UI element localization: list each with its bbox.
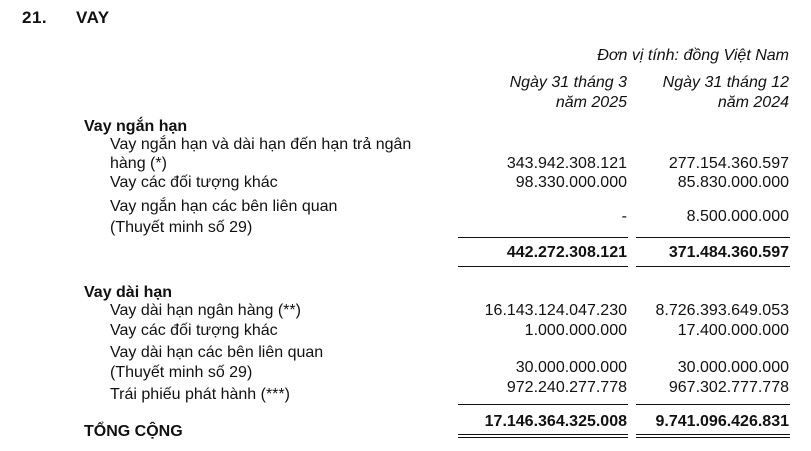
total-rule-bottom-double (636, 437, 790, 438)
row-label: Vay các đối tượng khác (110, 174, 278, 191)
long-term-heading: Vay dài hạn (84, 284, 173, 301)
row-label: Vay các đối tượng khác (110, 322, 278, 339)
total-rule-top (458, 404, 628, 405)
value-2024: 17.400.000.000 (677, 322, 789, 339)
subtotal-rule-bottom (636, 266, 790, 267)
value-2025: 343.942.308.121 (506, 155, 627, 172)
total-rule-bottom (458, 434, 628, 435)
row-label: Vay dài hạn các bên liên quan (110, 344, 324, 361)
total-2024: 9.741.096.426.831 (655, 413, 789, 430)
value-2024: 277.154.360.597 (668, 155, 789, 172)
value-2025: 30.000.000.000 (515, 359, 627, 376)
column-header-line: Ngày 31 tháng 12 (662, 74, 789, 91)
total-label: TỔNG CỘNG (84, 423, 183, 440)
subtotal-rule-top (636, 237, 790, 238)
row-label: (Thuyết minh số 29) (110, 364, 253, 381)
column-header-line: năm 2025 (555, 94, 627, 111)
row-label: Vay dài hạn ngân hàng (**) (110, 302, 301, 319)
value-2025: 972.240.277.778 (506, 379, 627, 396)
value-2024: 8.500.000.000 (686, 208, 789, 225)
section-title: VAY (76, 8, 110, 27)
column-header-2025 (510, 73, 627, 113)
value-2024: 967.302.777.778 (668, 379, 789, 396)
subtotal-2024: 371.484.360.597 (668, 244, 789, 261)
value-2024: 8.726.393.649.053 (655, 302, 789, 319)
subtotal-2025: 442.272.308.121 (506, 244, 627, 261)
row-label: hàng (*) (110, 155, 167, 172)
value-2024: 30.000.000.000 (677, 359, 789, 376)
total-rule-bottom-double (458, 437, 628, 438)
column-header-line: năm 2024 (717, 94, 789, 111)
row-label: Vay ngắn hạn và dài hạn đến hạn trả ngân (110, 136, 412, 153)
value-2025: 1.000.000.000 (524, 322, 627, 339)
section-number: 21. (22, 8, 48, 27)
short-term-heading: Vay ngắn hạn (84, 118, 188, 135)
total-rule-bottom (636, 434, 790, 435)
row-label: Vay ngắn hạn các bên liên quan (110, 198, 338, 215)
value-2025: 16.143.124.047.230 (484, 302, 627, 319)
value-2025: - (621, 208, 627, 225)
total-2025: 17.146.364.325.008 (484, 413, 627, 430)
unit-note: Đơn vị tính: đồng Việt Nam (597, 47, 789, 64)
row-label: Trái phiếu phát hành (***) (110, 386, 290, 403)
total-rule-top (636, 404, 790, 405)
subtotal-rule-top (458, 237, 628, 238)
value-2024: 85.830.000.000 (677, 174, 789, 191)
subtotal-rule-bottom (458, 266, 628, 267)
column-header-2024 (663, 73, 789, 113)
value-2025: 98.330.000.000 (515, 174, 627, 191)
row-label: (Thuyết minh số 29) (110, 219, 253, 236)
column-header-line: Ngày 31 tháng 3 (509, 74, 627, 91)
